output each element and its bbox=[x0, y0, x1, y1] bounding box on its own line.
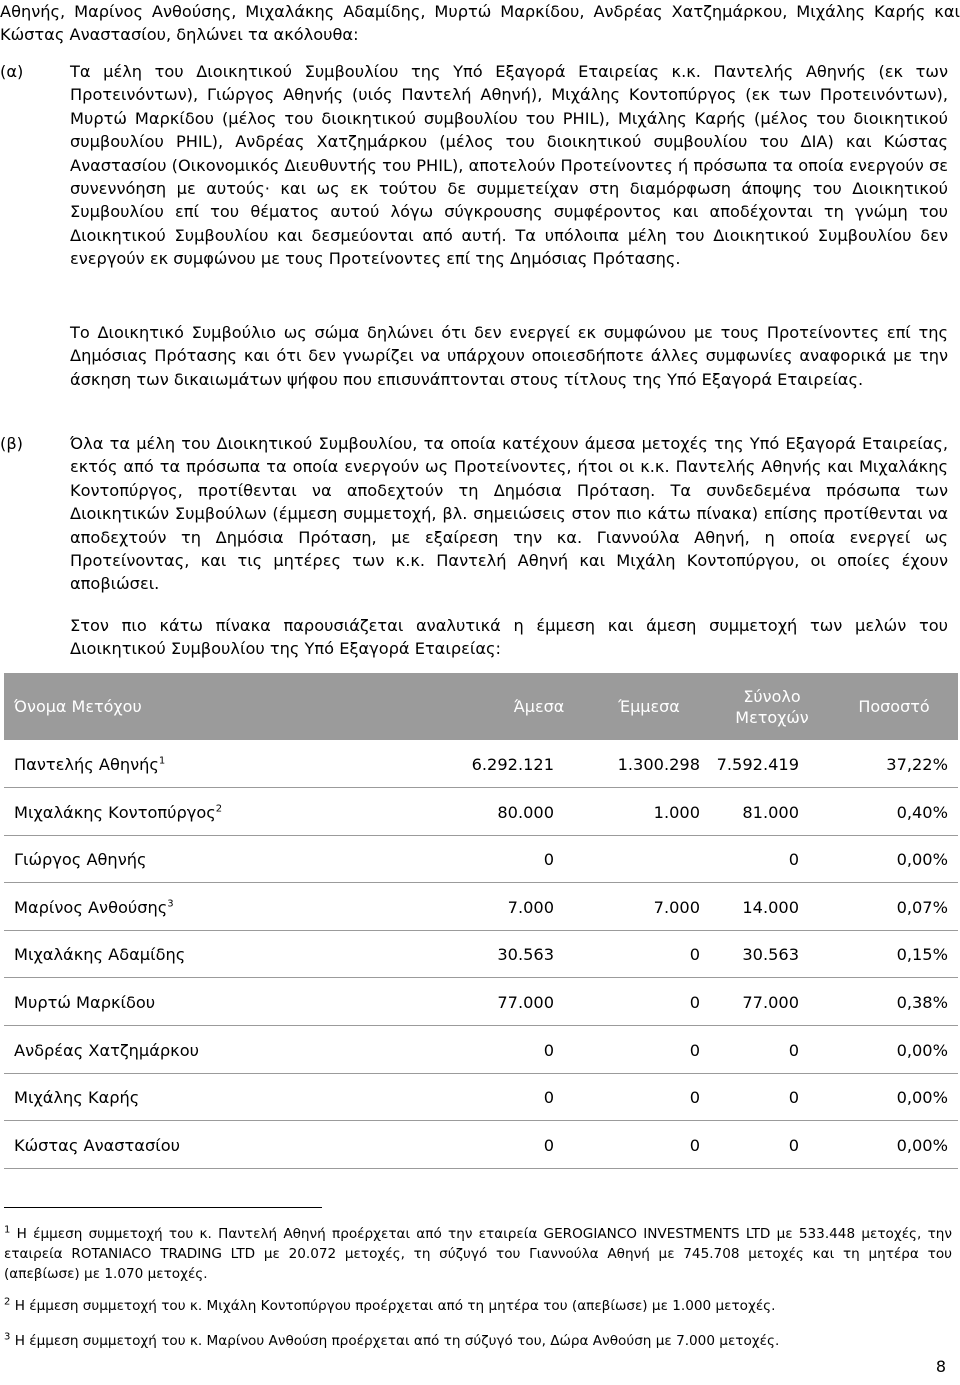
header-indirect: Έμμεσα bbox=[618, 697, 680, 716]
cell-percent: 0,00% bbox=[896, 850, 948, 870]
cell-percent: 0,00% bbox=[896, 1088, 948, 1108]
cell-total: 77.000 bbox=[742, 993, 799, 1012]
footnote-2: $^2$ Η έμμεση συμμετοχή του κ. Μιχάλη Κοντοπύργου προέρχεται από τη μητέρα του (απεβίωσε) με 1.000 μετοχές. bbox=[4, 1296, 776, 1314]
table-row bbox=[4, 930, 958, 978]
table-row bbox=[4, 1121, 958, 1169]
cell-name: Μιχαλάκης Αδαμίδης bbox=[14, 945, 186, 965]
cell-direct: 0 bbox=[543, 1088, 554, 1108]
cell-indirect: 0 bbox=[689, 1088, 700, 1108]
item-b-paragraph-2: Στον πιο κάτω πίνακα παρουσιάζεται αναλυτικά η έμμεση και άμεση συμμετοχή των μελών του Διοικητικού Συμβουλίου της Υπό Εξαγορά Εταιρείας: bbox=[70, 616, 948, 659]
cell-name: Κώστας Αναστασίου bbox=[14, 1135, 180, 1155]
table-row bbox=[4, 1026, 958, 1074]
cell-name: Γιώργος Αθηνής bbox=[14, 850, 147, 870]
cell-total: 7.592.419 bbox=[716, 755, 799, 774]
cell-name: Μιχαλάκης Κοντοπύργος$^2$ bbox=[14, 802, 223, 822]
header-direct: Άμεσα bbox=[513, 697, 565, 716]
cell-indirect: 0 bbox=[689, 1040, 700, 1060]
cell-percent: 0,00% bbox=[896, 1135, 948, 1155]
footnote-1: $^1$ Η έμμεση συμμετοχή του κ. Παντελή Αθηνή προέρχεται από την εταιρεία GEROGIANCO INVESTMENTS LTD με 533.448 μετοχές, την εταιρεία ROTANIACO TRADING LTD με 20.072 μετοχές, τη σύζυγό του Γιαννούλα Αθηνή με 745.708 μετοχές και τη μητέρα του (απεβίωσε) με 1.070 μετοχές. bbox=[4, 1224, 952, 1282]
cell-percent: 0,38% bbox=[896, 993, 948, 1012]
cell-name: Παντελής Αθηνής$^1$ bbox=[14, 755, 166, 774]
cell-indirect: 0 bbox=[689, 1135, 700, 1155]
cell-indirect: 0 bbox=[689, 945, 700, 965]
table-row bbox=[4, 883, 958, 931]
cell-direct: 77.000 bbox=[497, 993, 554, 1012]
table-row bbox=[4, 740, 958, 788]
cell-total: 30.563 bbox=[742, 945, 799, 965]
table-row bbox=[4, 978, 958, 1026]
cell-indirect: 1.300.298 bbox=[617, 755, 700, 774]
cell-percent: 0,07% bbox=[896, 897, 948, 917]
cell-total: 0 bbox=[788, 1135, 799, 1155]
footnote-separator bbox=[4, 1207, 322, 1208]
item-a-paragraph-2: Το Διοικητικό Συμβούλιο ως σώμα δηλώνει ότι δεν ενεργεί εκ συμφώνου με τους Προτείνοντες επί της Δημόσιας Πρότασης και ότι δεν γνωρίζει να υπάρχουν οποιεσδήποτε άλλες συμφωνίες αναφορικά με την άσκηση των δικαιωμάτων ψήφου που επισυνάπτονται στους τίτλους της Υπό Εξαγορά Εταιρείας. bbox=[70, 323, 948, 389]
header-total: Σύνολο Μετοχών bbox=[735, 686, 809, 727]
table-row bbox=[4, 835, 958, 883]
page-number: 8 bbox=[935, 1357, 946, 1376]
cell-percent: 0,40% bbox=[896, 802, 948, 822]
item-a-marker: (α) bbox=[0, 62, 24, 81]
cell-total: 0 bbox=[788, 1088, 799, 1108]
table-row bbox=[4, 1073, 958, 1121]
cell-total: 0 bbox=[788, 1040, 799, 1060]
cell-direct: 0 bbox=[543, 850, 554, 870]
cell-direct: 0 bbox=[543, 1135, 554, 1155]
cell-indirect: 0 bbox=[689, 993, 700, 1012]
cell-total: 0 bbox=[788, 850, 799, 870]
header-name: Όνομα Μετόχου bbox=[14, 697, 142, 716]
cell-name: Μυρτώ Μαρκίδου bbox=[14, 993, 156, 1012]
cell-indirect: 1.000 bbox=[653, 802, 700, 822]
cell-percent: 0,15% bbox=[896, 945, 948, 965]
cell-direct: 30.563 bbox=[497, 945, 554, 965]
header-percent: Ποσοστό bbox=[858, 697, 930, 716]
footnote-3: $^3$ Η έμμεση συμμετοχή του κ. Μαρίνου Ανθούση προέρχεται από τη σύζυγό του, Δώρα Ανθούση με 7.000 μετοχές. bbox=[4, 1331, 780, 1349]
cell-name: Ανδρέας Χατζημάρκου bbox=[14, 1040, 199, 1060]
cell-total: 14.000 bbox=[742, 897, 799, 917]
cell-direct: 80.000 bbox=[497, 802, 554, 822]
cell-direct: 0 bbox=[543, 1040, 554, 1060]
cell-direct: 6.292.121 bbox=[471, 755, 554, 774]
cell-name: Μαρίνος Ανθούσης$^3$ bbox=[14, 897, 174, 917]
item-b-paragraph-1: Όλα τα μέλη του Διοικητικού Συμβουλίου, τα οποία κατέχουν άμεσα μετοχές της Υπό Εξαγορά Εταιρείας, εκτός από τα πρόσωπα τα οποία ενεργούν ως Προτείνοντες, ήτοι οι κ.κ. Παντελής Αθηνής και Μιχαλάκης Κοντοπύργος, προτίθενται να αποδεχτούν τη Δημόσια Πρόταση. Τα συνδεδεμένα πρόσωπα των Διοικητικών Συμβούλων (έμμεση συμμετοχή, βλ. σημειώσεις στον πιο κάτω πίνακα) επίσης προτίθενται να αποδεχτούν τη Δημόσια Πρόταση, με εξαίρεση την κα. Γιαννούλα Αθηνή, η οποία ενεργεί ως Προτείνοντας, και τις μητέρες των κ.κ. Παντελή Αθηνή και Μιχάλη Κοντοπύργου, οι οποίες έχουν αποβιώσει. bbox=[70, 434, 948, 594]
cell-name: Μιχάλης Καρής bbox=[14, 1088, 140, 1108]
cell-indirect: 7.000 bbox=[653, 897, 700, 917]
cell-percent: 37,22% bbox=[886, 755, 948, 774]
intro-paragraph: Αθηνής, Μαρίνος Ανθούσης, Μιχαλάκης Αδαμίδης, Μυρτώ Μαρκίδου, Ανδρέας Χατζημάρκου, Μιχάλης Καρής και Κώστας Αναστασίου, δηλώνει τα ακόλουθα: bbox=[0, 2, 960, 45]
cell-total: 81.000 bbox=[742, 802, 799, 822]
cell-percent: 0,00% bbox=[896, 1040, 948, 1060]
table-header bbox=[4, 673, 958, 740]
item-a-paragraph-1: Τα μέλη του Διοικητικού Συμβουλίου της Υπό Εξαγορά Εταιρείας κ.κ. Παντελής Αθηνής (εκ των Προτεινόντων), Γιώργος Αθηνής (υιός Παντελή Αθηνή), Μιχάλης Κοντοπύργος (εκ των Προτεινόντων), Μυρτώ Μαρκίδου (μέλος του διοικητικού συμβουλίου του PHIL), Μιχάλης Καρής (μέλος του διοικητικού συμβουλίου PHIL), Ανδρέας Χατζημάρκου (μέλος του διοικητικού συμβουλίου του ΔΙΑ) και Κώστας Αναστασίου (Οικονομικός Διευθυντής του PHIL), αποτελούν Προτείνοντες ή πρόσωπα τα οποία ενεργούν σε συνεννόηση με αυτούς· και ως εκ τούτου δε συμμετείχαν στη διαμόρφωση άποψης του Διοικητικού Συμβουλίου επί του θέματος αυτού λόγω σύγκρουσης συμφέροντος και αποδέχονται τη γνώμη του Διοικητικού Συμβουλίου και δεσμεύονται από αυτή. Τα υπόλοιπα μέλη του Διοικητικού Συμβουλίου δεν ενεργούν εκ συμφώνου με τους Προτείνοντες επί της Δημόσιας Πρότασης. bbox=[70, 62, 948, 269]
cell-direct: 7.000 bbox=[507, 897, 554, 917]
table-row bbox=[4, 788, 958, 836]
item-b-marker: (β) bbox=[0, 434, 23, 453]
